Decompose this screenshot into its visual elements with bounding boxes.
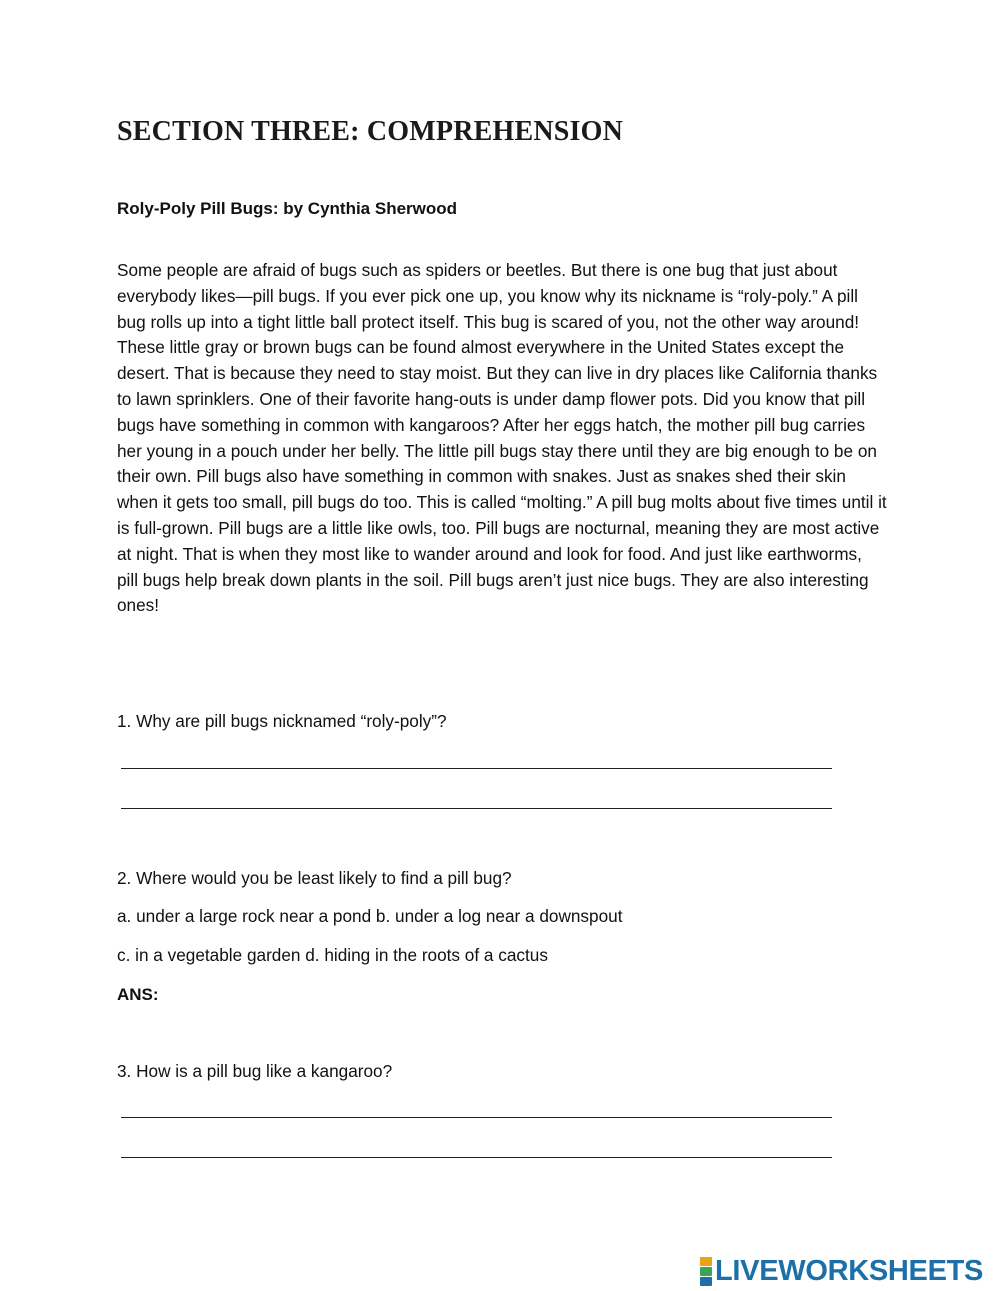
answer-line-q1-2[interactable]: [121, 808, 832, 809]
question-2-options-ab: a. under a large rock near a pond b. under a log near a downspout: [117, 906, 623, 926]
question-1: 1. Why are pill bugs nicknamed “roly-poly”?: [117, 711, 447, 731]
question-3: 3. How is a pill bug like a kangaroo?: [117, 1061, 393, 1081]
reading-passage: Some people are afraid of bugs such as spiders or beetles. But there is one bug that just about everybody likes—pill bugs. If you ever pick one up, you know why its nickname is “roly-poly.” A pill bug rolls up into a tight little ball protect itself. This bug is scared of you, not the other way around! These little gray or brown bugs can be found almost everywhere in the United States except the desert. That is because they need to stay moist. But they can live in dry places like California thanks to lawn sprinklers. One of their favorite hang-outs is under damp flower pots. Did you know that pill bugs have something in common with kangaroos? After her eggs hatch, the mother pill bug carries her young in a pouch under her belly. The little pill bugs stay there until they are big enough to be on their own. Pill bugs also have something in common with snakes. Just as snakes shed their skin when it gets too small, pill bugs do too. This is called “molting.” A pill bug molts about five times until it is full-grown. Pill bugs are a little like owls, too. Pill bugs are nocturnal, meaning they are most active at night. That is when they most like to wander around and look for food. And just like earthworms, pill bugs help break down plants in the soil. Pill bugs aren’t just nice bugs. They are also interesting ones!: [117, 260, 887, 616]
question-2: 2. Where would you be least likely to find a pill bug?: [117, 868, 512, 888]
liveworksheets-logo: [700, 1255, 983, 1287]
brand-name: LIVEWORKSHEETS: [715, 1254, 984, 1287]
story-title: Roly-Poly Pill Bugs: by Cynthia Sherwood: [117, 199, 458, 218]
logo-block: [700, 1277, 712, 1286]
answer-line-q3-1[interactable]: [121, 1117, 832, 1118]
section-title: SECTION THREE: COMPREHENSION: [117, 116, 624, 147]
answer-label: ANS:: [117, 985, 159, 1004]
answer-line-q1-1[interactable]: [121, 768, 832, 769]
logo-block: [700, 1267, 712, 1276]
answer-line-q3-2[interactable]: [121, 1157, 832, 1158]
logo-icon: [700, 1257, 712, 1286]
question-2-options-cd: c. in a vegetable garden d. hiding in the roots of a cactus: [117, 945, 548, 965]
logo-block: [700, 1257, 712, 1266]
